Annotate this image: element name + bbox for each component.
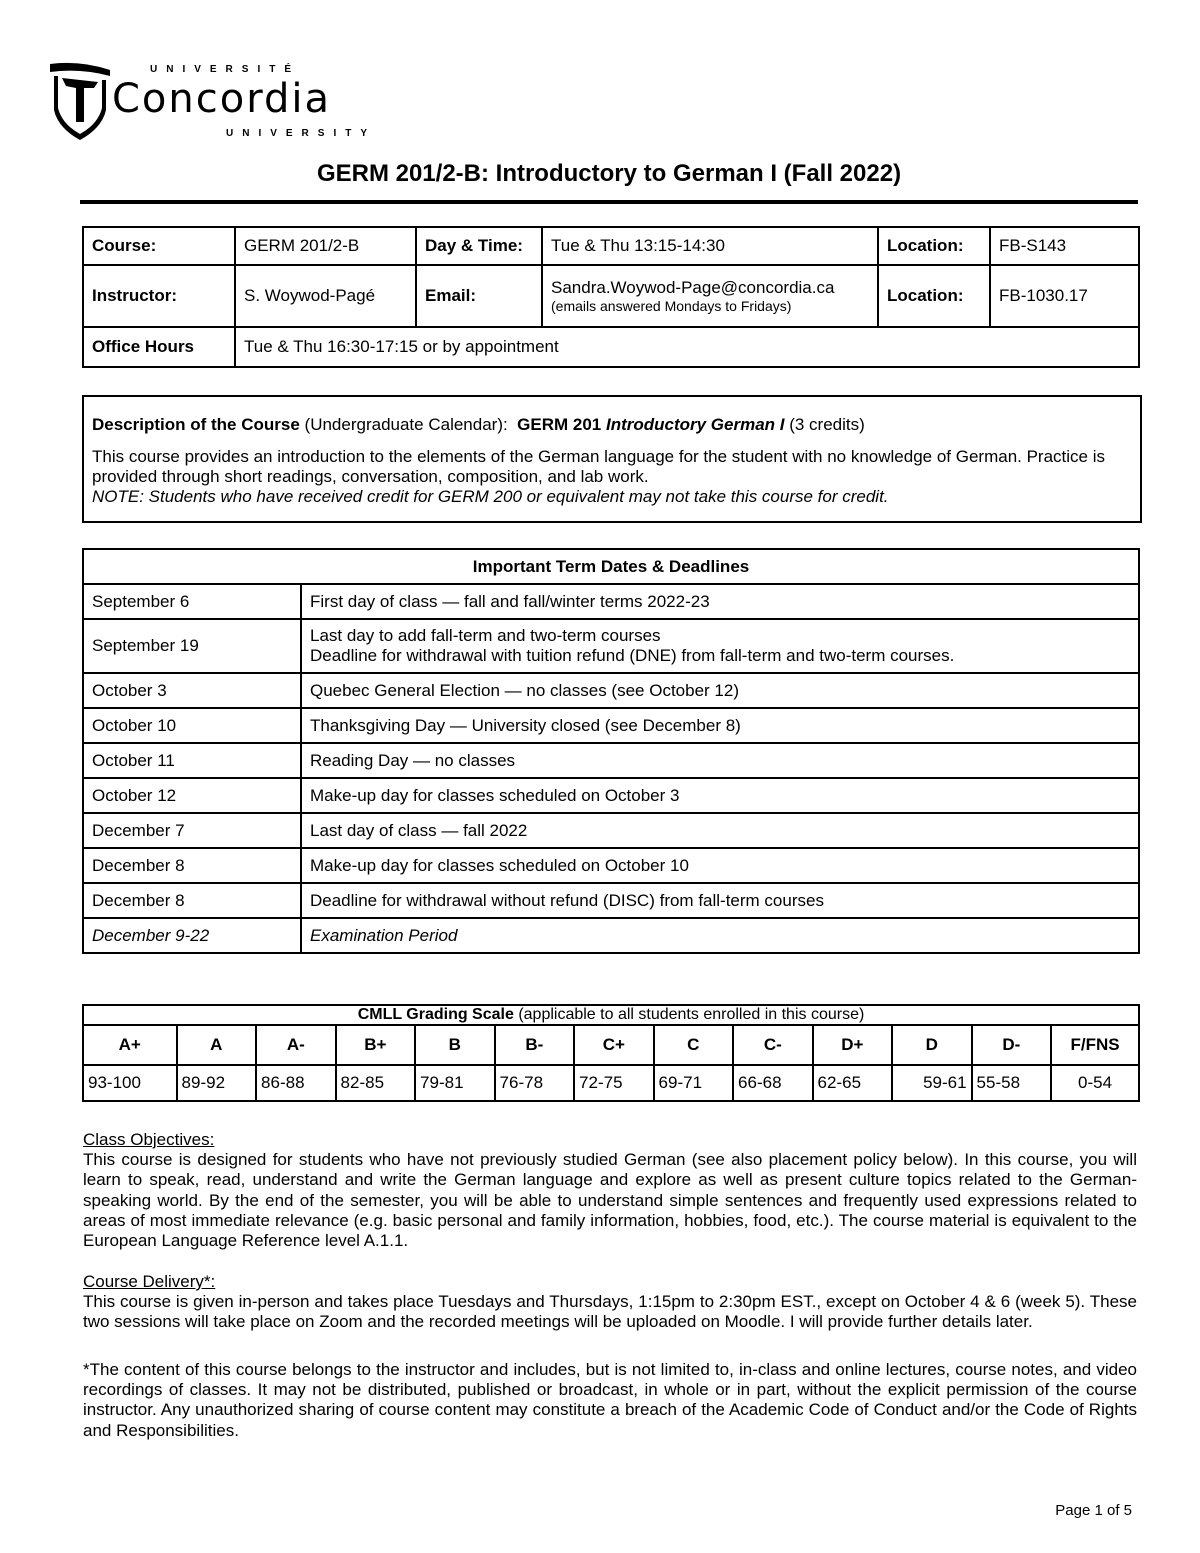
table-row xyxy=(83,743,1139,778)
grade-range: 79-81 xyxy=(415,1065,495,1101)
event-cell: Last day of class — fall 2022 xyxy=(301,813,1139,848)
term-dates-table xyxy=(82,548,1140,954)
grading-subtitle: (applicable to all students enrolled in this course) xyxy=(513,1006,865,1023)
office-hours-label: Office Hours xyxy=(83,327,235,367)
course-info-table xyxy=(82,226,1140,368)
grade-letter: F/FNS xyxy=(1051,1025,1139,1065)
grade-letters-row xyxy=(83,1025,1139,1065)
grade-range: 82-85 xyxy=(336,1065,416,1101)
table-row xyxy=(83,619,1139,673)
grade-letter: C- xyxy=(733,1025,813,1065)
course-delivery-body: This course is given in-person and takes place Tuesdays and Thursdays, 1:15pm to 2:30pm EST., except on October 4 & 6 (week 5). These two sessions will take place on Zoom and the recorded meetings will be uploaded on Moodle. I will provide further details later. xyxy=(83,1292,1137,1332)
grade-letter: D- xyxy=(972,1025,1052,1065)
page-number: Page 1 of 5 xyxy=(1055,1502,1132,1519)
course-value: GERM 201/2-B xyxy=(235,227,416,265)
date-cell: October 11 xyxy=(83,743,301,778)
grade-letter: C xyxy=(654,1025,734,1065)
grade-range: 86-88 xyxy=(256,1065,336,1101)
grade-range: 55-58 xyxy=(972,1065,1052,1101)
event-cell: Make-up day for classes scheduled on October 10 xyxy=(301,848,1139,883)
term-dates-heading: Important Term Dates & Deadlines xyxy=(83,549,1139,584)
location2-label: Location: xyxy=(878,265,990,327)
table-row xyxy=(83,673,1139,708)
grade-ranges-row xyxy=(83,1065,1139,1101)
table-row xyxy=(83,848,1139,883)
class-objectives-body: This course is designed for students who have not previously studied German (see also placement policy below). In this course, you will learn to speak, read, understand and write the German language and explore as well as present culture topics related to the German-speaking world. By the end of the semester, you will be able to understand simple sentences and frequently used expressions related to areas of most immediate relevance (e.g. basic personal and family information, hobbies, food, etc.). The course material is equivalent to the European Language Reference level A.1.1. xyxy=(83,1150,1137,1251)
grade-range: 69-71 xyxy=(654,1065,734,1101)
grade-letter: D xyxy=(892,1025,972,1065)
class-objectives-heading: Class Objectives: xyxy=(83,1130,215,1149)
daytime-value: Tue & Thu 13:15-14:30 xyxy=(542,227,878,265)
grading-scale-table xyxy=(82,1004,1140,1102)
description-heading: Description of the Course xyxy=(92,415,300,434)
copyright-notice: *The content of this course belongs to the instructor and includes, but is not limited to, in-class and online lectures, course notes, and video recordings of classes. It may not be distributed, published or broadcast, in whole or in part, without the explicit permission of the course instructor. Any unauthorized sharing of course content may constitute a breach of the Academic Code of Conduct and/or the Code of Rights and Responsibilities. xyxy=(83,1360,1137,1440)
logo-bottom-text: UNIVERSITY xyxy=(226,128,377,139)
location2-value: FB-1030.17 xyxy=(990,265,1139,327)
email-note: (emails answered Mondays to Fridays) xyxy=(551,298,792,314)
title-divider xyxy=(80,200,1138,204)
description-code: GERM 201 xyxy=(517,415,606,434)
course-label: Course: xyxy=(83,227,235,265)
page-title: GERM 201/2-B: Introductory to German I (Fall 2022) xyxy=(316,160,902,187)
grade-letter: A+ xyxy=(83,1025,177,1065)
grade-range: 66-68 xyxy=(733,1065,813,1101)
table-row xyxy=(83,813,1139,848)
course-delivery-heading: Course Delivery*: xyxy=(83,1272,216,1291)
grading-caption xyxy=(83,1005,1139,1025)
grade-range: 0-54 xyxy=(1051,1065,1139,1101)
event-cell: Thanksgiving Day — University closed (see December 8) xyxy=(301,708,1139,743)
description-body: This course provides an introduction to the elements of the German language for the student with no knowledge of German. Practice is provided through short readings, conversation, composition, and lab work. xyxy=(92,447,1106,486)
table-row xyxy=(83,883,1139,918)
daytime-label: Day & Time: xyxy=(416,227,542,265)
date-cell: October 10 xyxy=(83,708,301,743)
table-row xyxy=(83,918,1139,953)
description-course-title: Introductory German I xyxy=(605,415,785,434)
description-credits: (3 credits) xyxy=(784,415,865,434)
grade-letter: B+ xyxy=(336,1025,416,1065)
date-cell: October 3 xyxy=(83,673,301,708)
event-cell: Examination Period xyxy=(301,918,1139,953)
date-cell: December 9-22 xyxy=(83,918,301,953)
date-cell: September 6 xyxy=(83,584,301,619)
grade-range: 93-100 xyxy=(83,1065,177,1101)
table-row xyxy=(83,708,1139,743)
email-cell xyxy=(542,265,878,327)
date-cell: December 7 xyxy=(83,813,301,848)
table-row xyxy=(83,584,1139,619)
email-label: Email: xyxy=(416,265,542,327)
location-value: FB-S143 xyxy=(990,227,1139,265)
grade-range: 72-75 xyxy=(574,1065,654,1101)
email-link[interactable]: Sandra.Woywod-Page@concordia.ca xyxy=(551,278,835,297)
grade-letter: B- xyxy=(495,1025,575,1065)
concordia-logo xyxy=(48,62,388,142)
event-cell: Reading Day — no classes xyxy=(301,743,1139,778)
instructor-label: Instructor: xyxy=(83,265,235,327)
grade-letter: A- xyxy=(256,1025,336,1065)
grade-range: 89-92 xyxy=(177,1065,257,1101)
date-cell: December 8 xyxy=(83,848,301,883)
date-cell: September 19 xyxy=(83,619,301,673)
description-note: NOTE: Students who have received credit for GERM 200 or equivalent may not take this course for credit. xyxy=(92,487,889,506)
description-calendar: (Undergraduate Calendar): xyxy=(299,415,518,434)
event-cell xyxy=(301,619,1139,673)
grade-letter: D+ xyxy=(813,1025,893,1065)
logo-top-text: UNIVERSITÉ xyxy=(150,64,301,75)
grade-range: 62-65 xyxy=(813,1065,893,1101)
grade-range: 76-78 xyxy=(495,1065,575,1101)
grade-letter: C+ xyxy=(574,1025,654,1065)
grade-range: 59-61 xyxy=(892,1065,972,1101)
location-label: Location: xyxy=(878,227,990,265)
description-body-block xyxy=(92,447,1132,507)
grade-letter: B xyxy=(415,1025,495,1065)
grade-letter: A xyxy=(177,1025,257,1065)
table-row xyxy=(83,778,1139,813)
event-cell: Deadline for withdrawal without refund (DISC) from fall-term courses xyxy=(301,883,1139,918)
concordia-shield-icon xyxy=(48,62,112,142)
date-cell: October 12 xyxy=(83,778,301,813)
course-description-box xyxy=(82,395,1142,523)
office-hours-value: Tue & Thu 16:30-17:15 or by appointment xyxy=(235,327,1139,367)
logo-name: Concordia xyxy=(112,76,331,122)
course-delivery-section xyxy=(83,1272,1137,1333)
description-heading-line xyxy=(92,415,1132,435)
instructor-value: S. Woywod-Pagé xyxy=(235,265,416,327)
grading-title: CMLL Grading Scale xyxy=(357,1006,514,1023)
date-cell: December 8 xyxy=(83,883,301,918)
event-cell: Make-up day for classes scheduled on October 3 xyxy=(301,778,1139,813)
event-line: Last day to add fall-term and two-term courses xyxy=(310,626,661,645)
event-cell: Quebec General Election — no classes (see October 12) xyxy=(301,673,1139,708)
event-line: Deadline for withdrawal with tuition refund (DNE) from fall-term and two-term courses. xyxy=(310,646,955,665)
class-objectives-section xyxy=(83,1130,1137,1251)
event-cell: First day of class — fall and fall/winter terms 2022-23 xyxy=(301,584,1139,619)
